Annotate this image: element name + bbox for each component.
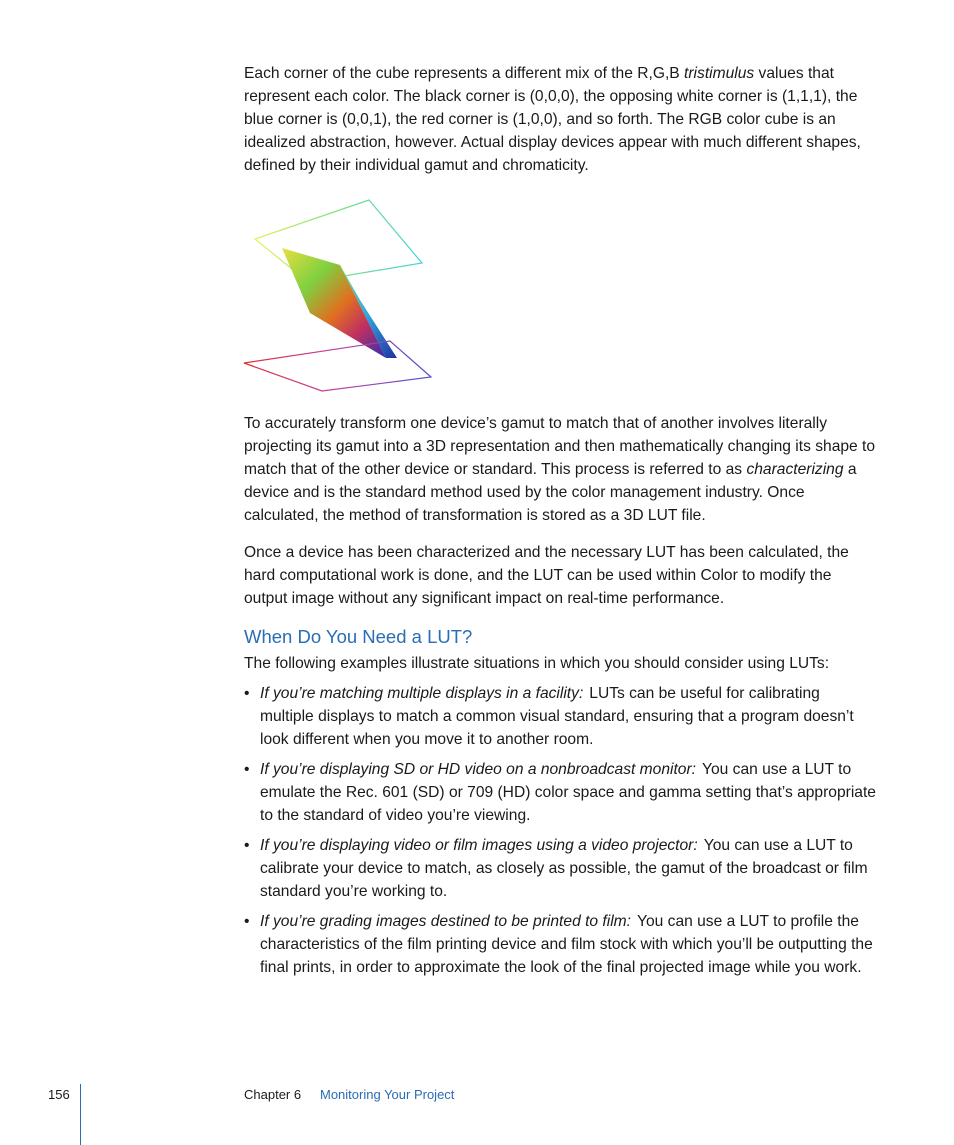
section-intro: The following examples illustrate situations in which you should consider using LUTs: xyxy=(244,655,830,672)
bullet-text: LUTs can be useful for calibrating multiple displays to match a common visual standard, ensuring that a program doesn’t look different when you move it to another room. xyxy=(260,685,854,748)
chapter-title: Monitoring Your Project xyxy=(320,1087,455,1102)
section-heading: When Do You Need a LUT? xyxy=(244,626,473,647)
gamut-3d-figure xyxy=(240,195,440,395)
chapter-label: Chapter 6 xyxy=(244,1087,302,1102)
list-item xyxy=(244,834,876,903)
gamut-solid-front xyxy=(282,248,386,358)
bullet-glyph: • xyxy=(244,761,250,778)
emphasis-characterizing: characterizing xyxy=(746,461,844,478)
page-number: 156 xyxy=(48,1087,70,1102)
bullet-lead: If you’re grading images destined to be printed to film: xyxy=(260,913,631,930)
bullet-glyph: • xyxy=(244,685,250,702)
bullet-text: You can use a LUT to emulate the Rec. 601 (SD) or 709 (HD) color space and gamma setting that’s appropriate to the standard of video you’re viewing. xyxy=(260,761,876,824)
paragraph-lut-usage: Once a device has been characterized and the necessary LUT has been calculated, the hard computational work is done, and the LUT can be used within Color to modify the output image without any significant impact on real-time performance. xyxy=(244,544,849,607)
text-run: values that represent each color. The black corner is (0,0,0), the opposing white corner is (1,1,1), the blue corner is (0,0,1), the red corner is (1,0,0), and so forth. The RGB color cube is an idealized abstraction, however. Actual display devices appear with much different shapes, defined by their individual gamut and chromaticity. xyxy=(244,65,861,174)
bullet-lead: If you’re displaying SD or HD video on a nonbroadcast monitor: xyxy=(260,761,696,778)
footer-divider xyxy=(80,1084,81,1145)
bullet-text: You can use a LUT to profile the characteristics of the film printing device and film stock with which you’ll be outputting the final prints, in order to approximate the look of the final projected image while you work. xyxy=(260,913,873,976)
paragraph-rgb-cube xyxy=(244,62,876,177)
bullet-text: You can use a LUT to calibrate your device to match, as closely as possible, the gamut of the broadcast or film standard you’re working to. xyxy=(260,837,868,900)
list-item xyxy=(244,758,876,827)
emphasis-tristimulus: tristimulus xyxy=(684,65,755,82)
list-item xyxy=(244,910,876,979)
examples-list xyxy=(244,682,876,986)
bottom-plane-outline xyxy=(244,341,431,391)
bullet-lead: If you’re matching multiple displays in a facility: xyxy=(260,685,584,702)
list-item xyxy=(244,682,876,751)
bullet-glyph: • xyxy=(244,837,250,854)
text-run: a device and is the standard method used by the color management industry. Once calculated, the method of transformation is stored as a 3D LUT file. xyxy=(244,461,857,524)
text-run: Each corner of the cube represents a different mix of the R,G,B xyxy=(244,65,685,82)
bullet-lead: If you’re displaying video or film images using a video projector: xyxy=(260,837,698,854)
bullet-glyph: • xyxy=(244,913,250,930)
text-run: To accurately transform one device’s gamut to match that of another involves literally projecting its gamut into a 3D representation and then mathematically changing its shape to match that of the other device or standard. This process is referred to as xyxy=(244,415,876,478)
paragraph-characterizing xyxy=(244,412,876,527)
